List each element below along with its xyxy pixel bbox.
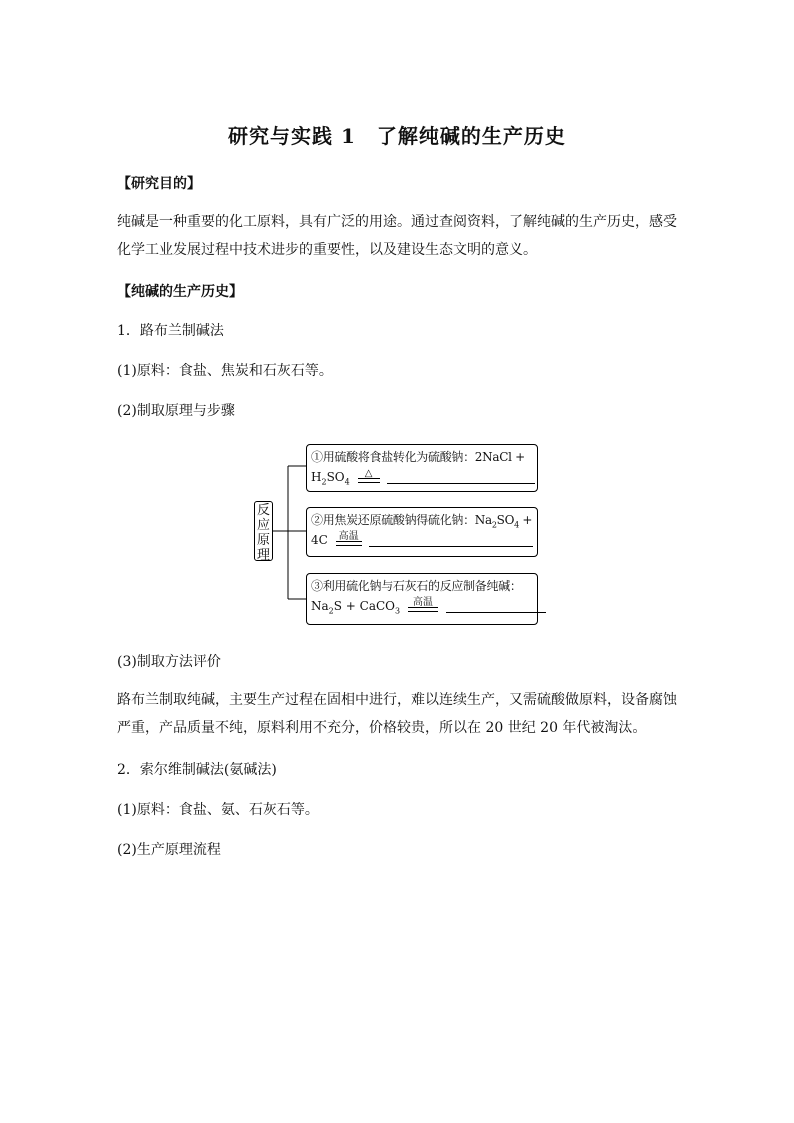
purpose-heading: 【研究目的】 [117,176,201,192]
step-2-equation: 4C 高温 [311,530,533,550]
step-3-box [306,573,538,625]
step-2-box [306,507,538,557]
answer-blank[interactable] [369,534,533,547]
leblanc-evaluation-paragraph [117,686,689,742]
evaluation-line-1: 路布兰制取纯碱，主要生产过程在固相中进行，难以连续生产，又需硫酸做原料，设备腐蚀 [117,692,677,708]
step-1-equation: $H_2SO_4$ △ [311,467,533,487]
heat-condition: △ [358,471,380,485]
answer-blank[interactable] [387,471,535,484]
solvay-heading: 2．索尔维制碱法(氨碱法) [117,762,277,778]
step-3-text: ③利用硫化钠与石灰石的反应制备纯碱： [311,579,522,593]
purpose-line-1: 纯碱是一种重要的化工原料，具有广泛的用途。通过查阅资料，了解纯碱的生产历史，感受 [117,214,677,230]
leblanc-raw-materials: (1)原料：食盐、焦炭和石灰石等。 [117,363,333,379]
answer-blank[interactable] [446,600,546,613]
evaluation-line-2: 严重，产品质量不纯，原料利用不充分，价格较贵，所以在 20 世纪 20 年代被淘汰。 [117,720,647,736]
reaction-principle-label: 反 应 原 理 [254,501,273,561]
purpose-line-2: 化学工业发展过程中技术进步的重要性，以及建设生态文明的意义。 [117,242,537,258]
step-3-equation: $Na_2S$ + CaCO$_3$ 高温 [311,596,533,616]
solvay-raw-materials: (1)原料：食盐、氨、石灰石等。 [117,802,319,818]
step-2-text: ②用焦炭还原硫酸钠得硫化钠：$Na_2SO_4$ + [311,513,533,530]
leblanc-principle-heading: (2)制取原理与步骤 [117,403,235,419]
history-heading: 【纯碱的生产历史】 [117,284,243,300]
step-1-text: ①用硫酸将食盐转化为硫酸钠：2NaCl + [311,450,525,464]
high-temp-condition: 高温 [336,534,362,548]
reaction-principle-diagram [254,444,544,628]
leblanc-evaluation-heading: (3)制取方法评价 [117,654,221,670]
page-title: 研究与实践 1 了解纯碱的生产历史 [228,124,566,148]
purpose-paragraph [117,208,689,264]
high-temp-condition: 高温 [408,600,438,614]
solvay-flow-heading: (2)生产原理流程 [117,842,221,858]
leblanc-heading: 1．路布兰制碱法 [117,323,224,339]
step-1-box [306,444,538,492]
